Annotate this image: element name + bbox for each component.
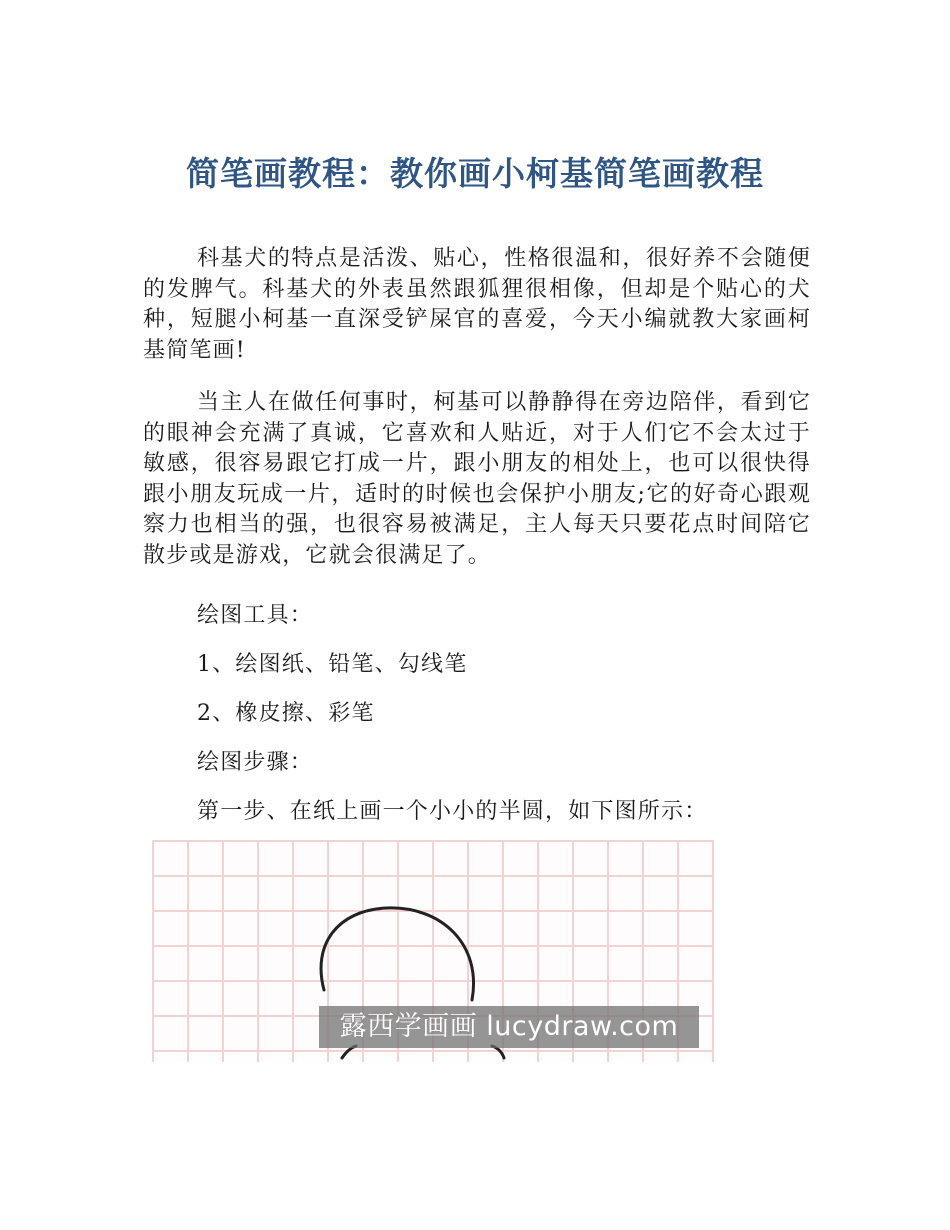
step-1-illustration xyxy=(152,840,714,1062)
tool-item: 1、绘图纸、铅笔、勾线笔 xyxy=(197,652,468,677)
watermark: 露西学画画 lucydraw.com xyxy=(319,1006,699,1048)
page-title: 简笔画教程：教你画小柯基简笔画教程 xyxy=(186,154,764,193)
intro-paragraph: 科基犬的特点是活泼、贴心，性格很温和，很好养不会随便的发脾气。科基犬的外表虽然跟狐狸很相像，但却是个贴心的犬种，短腿小柯基一直深受铲屎官的喜爱，今天小编就教大家画柯基简笔画! xyxy=(143,246,811,363)
tools-heading: 绘图工具： xyxy=(197,603,314,628)
tool-item: 2、橡皮擦、彩笔 xyxy=(197,701,375,726)
behavior-paragraph: 当主人在做任何事时，柯基可以静静得在旁边陪伴，看到它的眼神会充满了真诚，它喜欢和人贴近，对于人们它不会太过于敏感，很容易跟它打成一片，跟小朋友的相处上，也可以很快得跟小朋友玩成一片，适时的时候也会保护小朋友;它的好奇心跟观察力也相当的强，也很容易被满足，主人每天只要花点时间陪它散步或是游戏，它就会很满足了。 xyxy=(143,390,811,568)
steps-heading: 绘图步骤： xyxy=(197,750,314,775)
step-1-text: 第一步、在纸上画一个小小的半圆，如下图所示： xyxy=(197,799,708,824)
semicircle-stroke xyxy=(321,908,474,1000)
